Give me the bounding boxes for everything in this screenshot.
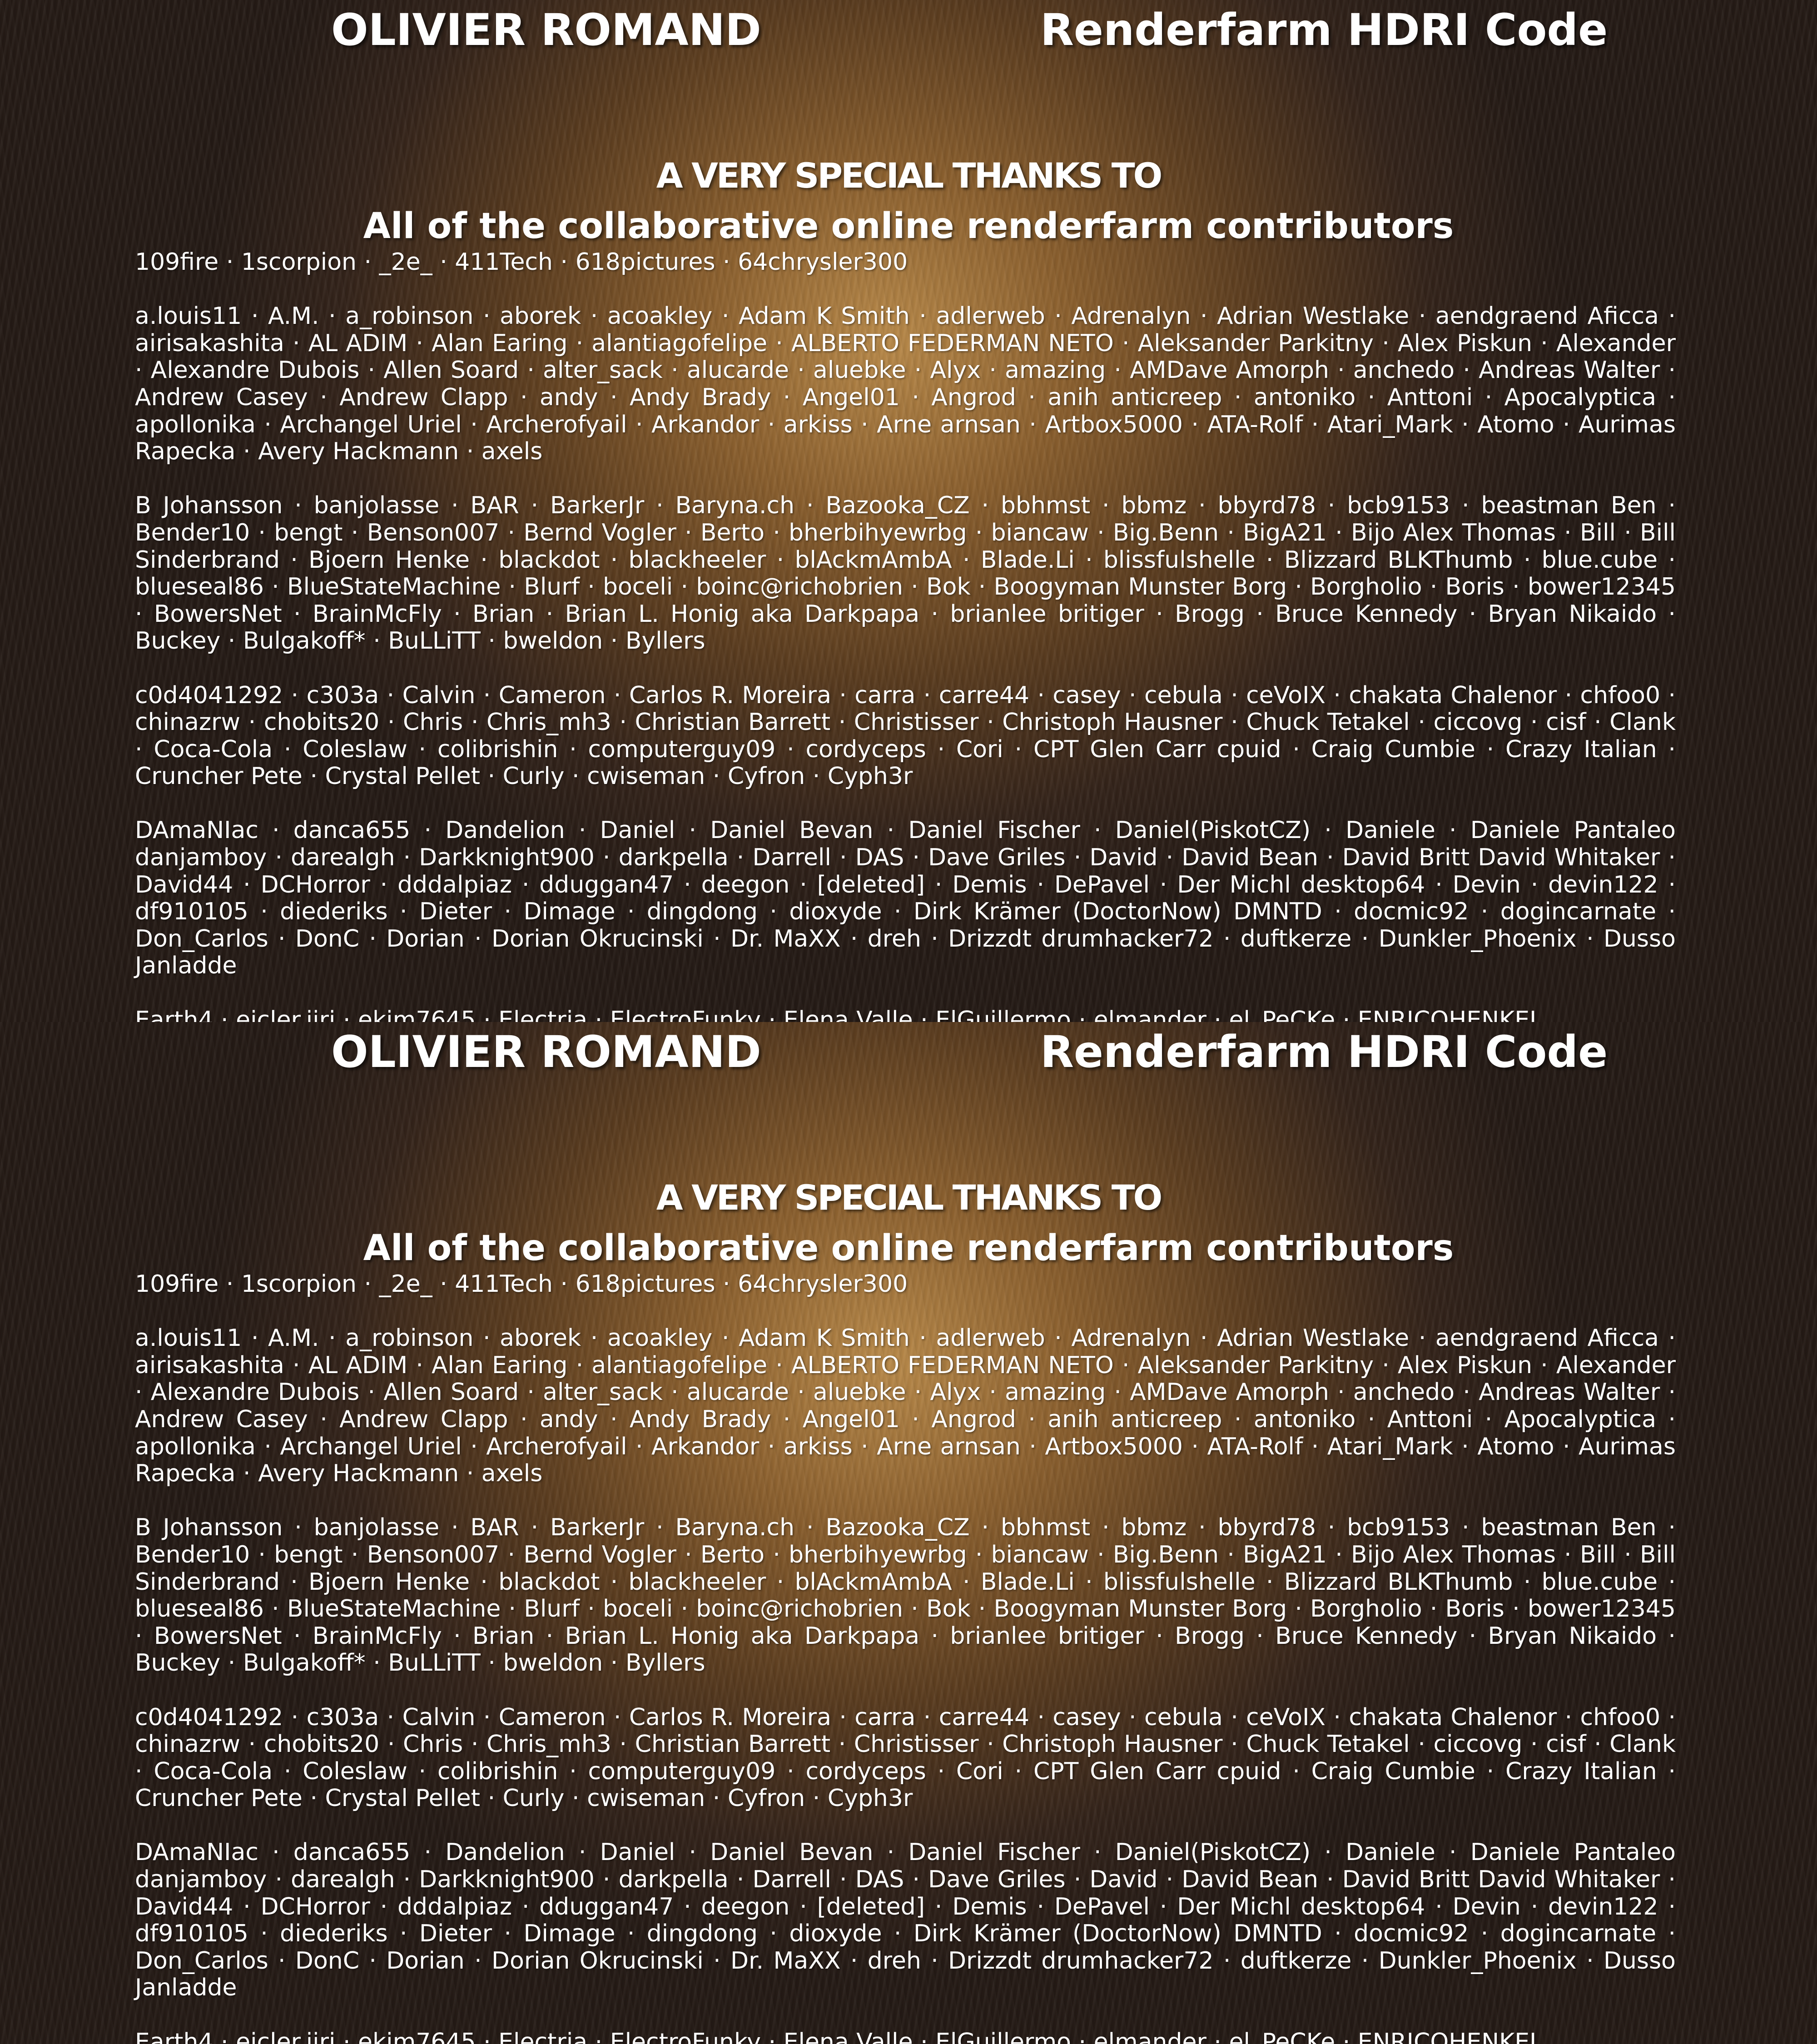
contributor-group-numeric: 109fire · 1scorpion · _2e_ · 411Tech · 618pictures · 64chrysler300 (135, 1271, 1676, 1298)
special-thanks-heading: A VERY SPECIAL THANKS TO (0, 1173, 1817, 1223)
contributor-group-d: DAmaNIac · danca655 · Dandelion · Daniel · Daniel Bevan · Daniel Fischer · Daniel(PiskotCZ) · Daniele · Daniele Pantaleo danjamboy · darealgh · Darkknight900 · darkpella · Darrell · DAS · Dave Griles · David · David Bean · David Britt David Whitaker · David44 · DCHorror · dddalpiaz · dduggan47 · deegon · [deleted] · Demis · DePavel · Der Michl desktop64 · Devin · devin122 · df910105 · diederiks · Dieter · Dimage · dingdong · dioxyde · Dirk Krämer (DoctorNow) DMNTD · docmic92 · dogincarnate · Don_Carlos · DonC · Dorian · Dorian Okrucinski · Dr. MaXX · dreh · Drizzdt drumhacker72 · duftkerze · Dunkler_Phoenix · Dusso Janladde (135, 1839, 1676, 2002)
contributor-group-c: c0d4041292 · c303a · Calvin · Cameron · Carlos R. Moreira · carra · carre44 · casey · cebula · ceVoIX · chakata Chalenor · chfoo0 · chinazrw · chobits20 · Chris · Chris_mh3 · Christian Barrett · Christisser · Christoph Hausner · Chuck Tetakel · ciccovg · cisf · Clank · Coca-Cola · Coleslaw · colibrishin · computerguy09 · cordyceps · Cori · CPT Glen Carr cpuid · Craig Cumbie · Crazy Italian · Cruncher Pete · Crystal Pellet · Curly · cwiseman · Cyfron · Cyph3r (135, 1704, 1676, 1812)
contributors-heading: All of the collaborative online renderfarm contributors (0, 201, 1817, 251)
contributors-heading: All of the collaborative online renderfarm contributors (0, 1223, 1817, 1273)
project-title: Renderfarm HDRI Code (1040, 1025, 1608, 1079)
author-name: OLIVIER ROMAND (331, 3, 761, 57)
project-title: Renderfarm HDRI Code (1040, 3, 1608, 57)
contributor-group-c: c0d4041292 · c303a · Calvin · Cameron · Carlos R. Moreira · carra · carre44 · casey · cebula · ceVoIX · chakata Chalenor · chfoo0 · chinazrw · chobits20 · Chris · Chris_mh3 · Christian Barrett · Christisser · Christoph Hausner · Chuck Tetakel · ciccovg · cisf · Clank · Coca-Cola · Coleslaw · colibrishin · computerguy09 · cordyceps · Cori · CPT Glen Carr cpuid · Craig Cumbie · Crazy Italian · Cruncher Pete · Crystal Pellet · Curly · cwiseman · Cyfron · Cyph3r (135, 682, 1676, 790)
contributor-group-a: a.louis11 · A.M. · a_robinson · aborek · acoakley · Adam K Smith · adlerweb · Adrenalyn · Adrian Westlake · aendgraend Aficca · airisakashita · AL ADIM · Alan Earing · alantiagofelipe · ALBERTO FEDERMAN NETO · Aleksander Parkitny · Alex Piskun · Alexander · Alexandre Dubois · Allen Soard · alter_sack · alucarde · aluebke · Alyx · amazing · AMDave Amorph · anchedo · Andreas Walter · Andrew Casey · Andrew Clapp · andy · Andy Brady · Angel01 · Angrod · anih anticreep · antoniko · Anttoni · Apocalyptica · apollonika · Archangel Uriel · Archerofyail · Arkandor · arkiss · Arne arnsan · Artbox5000 · ATA-Rolf · Atari_Mark · Atomo · Aurimas Rapecka · Avery Hackmann · axels (135, 303, 1676, 466)
contributor-group-numeric: 109fire · 1scorpion · _2e_ · 411Tech · 618pictures · 64chrysler300 (135, 249, 1676, 276)
contributor-group-b: B Johansson · banjolasse · BAR · BarkerJr · Baryna.ch · Bazooka_CZ · bbhmst · bbmz · bbyrd78 · bcb9153 · beastman Ben · Bender10 · bengt · Benson007 · Bernd Vogler · Berto · bherbihyewrbg · biancaw · Big.Benn · BigA21 · Bijo Alex Thomas · Bill · Bill Sinderbrand · Bjoern Henke · blackdot · blackheeler · blAckmAmbA · Blade.Li · blissfulshelle · Blizzard BLKThumb · blue.cube · blueseal86 · BlueStateMachine · Blurf · boceli · boinc@richobrien · Bok · Boogyman Munster Borg · Borgholio · Boris · bower12345 · BowersNet · BrainMcFly · Brian · Brian L. Honig aka Darkpapa · brianlee britiger · Brogg · Bruce Kennedy · Bryan Nikaido · Buckey · Bulgakoff* · BuLLiTT · bweldon · Byllers (135, 492, 1676, 655)
contributor-group-b: B Johansson · banjolasse · BAR · BarkerJr · Baryna.ch · Bazooka_CZ · bbhmst · bbmz · bbyrd78 · bcb9153 · beastman Ben · Bender10 · bengt · Benson007 · Bernd Vogler · Berto · bherbihyewrbg · biancaw · Big.Benn · BigA21 · Bijo Alex Thomas · Bill · Bill Sinderbrand · Bjoern Henke · blackdot · blackheeler · blAckmAmbA · Blade.Li · blissfulshelle · Blizzard BLKThumb · blue.cube · blueseal86 · BlueStateMachine · Blurf · boceli · boinc@richobrien · Bok · Boogyman Munster Borg · Borgholio · Boris · bower12345 · BowersNet · BrainMcFly · Brian · Brian L. Honig aka Darkpapa · brianlee britiger · Brogg · Bruce Kennedy · Bryan Nikaido · Buckey · Bulgakoff* · BuLLiTT · bweldon · Byllers (135, 1514, 1676, 1677)
special-thanks-heading: A VERY SPECIAL THANKS TO (0, 151, 1817, 201)
contributor-group-e: Earth4 · eicler.jiri · ekim7645 · Electria · ElectroFunky · Elena Valle · ElGuillermo · elmander · el_PeCKe · ENRICOHENKEL (135, 1007, 1676, 1022)
contributor-group-d: DAmaNIac · danca655 · Dandelion · Daniel · Daniel Bevan · Daniel Fischer · Daniel(PiskotCZ) · Daniele · Daniele Pantaleo danjamboy · darealgh · Darkknight900 · darkpella · Darrell · DAS · Dave Griles · David · David Bean · David Britt David Whitaker · David44 · DCHorror · dddalpiaz · dduggan47 · deegon · [deleted] · Demis · DePavel · Der Michl desktop64 · Devin · devin122 · df910105 · diederiks · Dieter · Dimage · dingdong · dioxyde · Dirk Krämer (DoctorNow) DMNTD · docmic92 · dogincarnate · Don_Carlos · DonC · Dorian · Dorian Okrucinski · Dr. MaXX · dreh · Drizzdt drumhacker72 · duftkerze · Dunkler_Phoenix · Dusso Janladde (135, 817, 1676, 980)
contributor-group-e: Earth4 · eicler.jiri · ekim7645 · Electria · ElectroFunky · Elena Valle · ElGuillermo · elmander · el_PeCKe · ENRICOHENKEL (135, 2029, 1676, 2044)
contributor-group-a: a.louis11 · A.M. · a_robinson · aborek · acoakley · Adam K Smith · adlerweb · Adrenalyn · Adrian Westlake · aendgraend Aficca · airisakashita · AL ADIM · Alan Earing · alantiagofelipe · ALBERTO FEDERMAN NETO · Aleksander Parkitny · Alex Piskun · Alexander · Alexandre Dubois · Allen Soard · alter_sack · alucarde · aluebke · Alyx · amazing · AMDave Amorph · anchedo · Andreas Walter · Andrew Casey · Andrew Clapp · andy · Andy Brady · Angel01 · Angrod · anih anticreep · antoniko · Anttoni · Apocalyptica · apollonika · Archangel Uriel · Archerofyail · Arkandor · arkiss · Arne arnsan · Artbox5000 · ATA-Rolf · Atari_Mark · Atomo · Aurimas Rapecka · Avery Hackmann · axels (135, 1325, 1676, 1488)
author-name: OLIVIER ROMAND (331, 1025, 761, 1079)
